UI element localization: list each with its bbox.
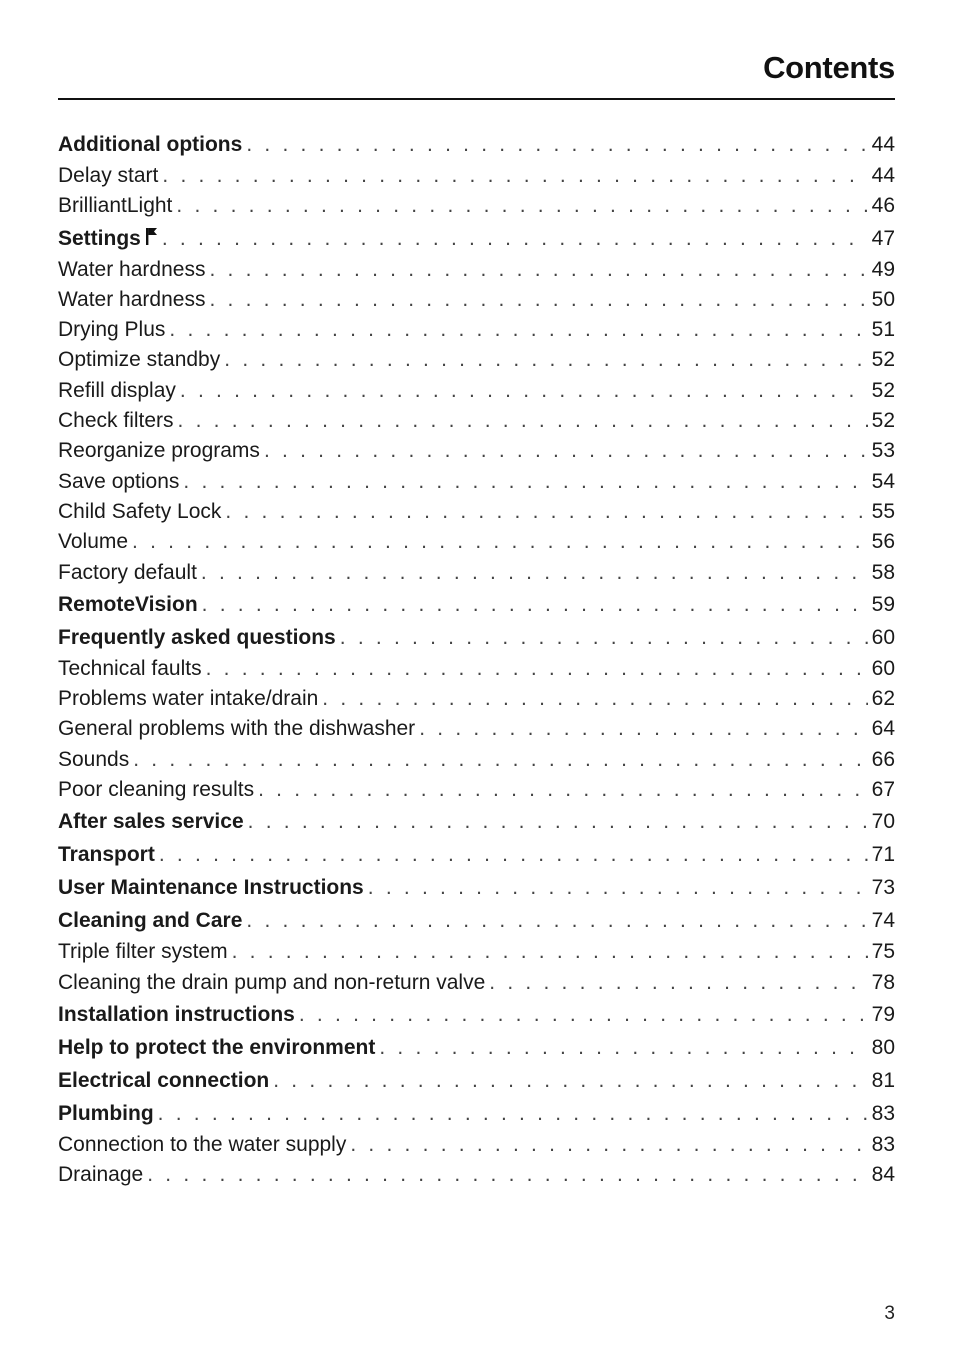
toc-entry[interactable]: [58, 1160, 895, 1190]
toc-page-number: 56: [871, 530, 895, 554]
dot-leader: [246, 904, 867, 937]
toc-entry-label: [58, 558, 201, 588]
dot-leader: [248, 805, 868, 838]
toc-entry-text: Child Safety Lock: [58, 499, 222, 523]
dot-leader: [368, 871, 868, 904]
dot-leader: [180, 376, 868, 406]
toc-page-number: 64: [871, 717, 895, 741]
toc-entry-label: [58, 285, 209, 315]
dot-leader: [225, 497, 867, 527]
toc-page-number: 54: [871, 469, 895, 493]
toc-entry[interactable]: [58, 745, 895, 775]
toc-entry-text: Cleaning and Care: [58, 909, 243, 933]
toc-entry[interactable]: [58, 467, 895, 497]
toc-entry-label: [58, 745, 133, 775]
dot-leader: [419, 714, 867, 744]
toc-entry-text: Drying Plus: [58, 318, 166, 342]
toc-entry[interactable]: [58, 161, 895, 191]
toc-entry-label: [58, 1064, 273, 1097]
toc-page-number: 52: [871, 378, 895, 402]
toc-entry-label: [58, 838, 159, 871]
toc-entry[interactable]: [58, 775, 895, 805]
dot-leader: [159, 838, 868, 871]
toc-entry-label: [58, 376, 180, 406]
toc-entry[interactable]: [58, 684, 895, 714]
toc-entry-text: Save options: [58, 469, 180, 493]
dot-leader: [178, 406, 868, 436]
toc-entry-label: [58, 904, 246, 937]
toc-entry-text: Transport: [58, 843, 155, 867]
toc-entry-label: [58, 1097, 158, 1130]
toc-page-number: 78: [871, 970, 895, 994]
toc-page-number: 47: [871, 226, 895, 250]
toc-entry-text: Poor cleaning results: [58, 778, 255, 802]
toc-page-number: 74: [871, 909, 895, 933]
toc-entry-text: After sales service: [58, 810, 244, 834]
toc-page-number: 71: [871, 843, 895, 867]
toc-entry-label: [58, 621, 340, 654]
toc-page-number: 55: [871, 499, 895, 523]
toc-entry-label: [58, 527, 132, 557]
page-title: Contents: [763, 50, 895, 85]
toc-entry[interactable]: [58, 497, 895, 527]
toc-entry-label: [58, 255, 209, 285]
toc-entry-text: Installation instructions: [58, 1002, 295, 1026]
toc-entry-label: [58, 406, 178, 436]
toc-entry-text: Triple filter system: [58, 940, 228, 964]
dot-leader: [147, 1160, 867, 1190]
toc-entry-text: General problems with the dishwasher: [58, 717, 416, 741]
toc-entry-text: Factory default: [58, 560, 197, 584]
toc-page-number: 44: [871, 164, 895, 187]
toc-section-heading[interactable]: [58, 1097, 895, 1130]
toc-page-number: 50: [871, 287, 895, 311]
dot-leader: [258, 775, 868, 805]
toc-entry[interactable]: [58, 558, 895, 588]
dot-leader: [232, 937, 868, 967]
dot-leader: [246, 128, 867, 161]
toc-entry-text: Problems water intake/drain: [58, 687, 319, 711]
toc-entry-label: [58, 968, 489, 998]
toc-section-heading[interactable]: [58, 1031, 895, 1064]
toc-entry-text: BrilliantLight: [58, 194, 173, 218]
toc-entry-text: Water hardness: [58, 257, 206, 281]
toc-entry[interactable]: [58, 345, 895, 375]
toc-entry-text: Water hardness: [58, 287, 206, 311]
toc-entry-text: Refill display: [58, 378, 176, 402]
toc-page-number: 53: [871, 439, 895, 463]
toc-page-number: 81: [871, 1068, 895, 1092]
toc-entry[interactable]: [58, 285, 895, 315]
dot-leader: [133, 745, 867, 775]
toc-entry-text: Settings: [58, 226, 141, 250]
toc-entry[interactable]: [58, 315, 895, 345]
toc-entry-label: [58, 497, 225, 527]
toc-page-number: 60: [871, 625, 895, 649]
toc-entry[interactable]: [58, 937, 895, 967]
toc-entry-text: Optimize standby: [58, 348, 221, 372]
toc-entry[interactable]: [58, 714, 895, 744]
page-number: 3: [884, 1303, 895, 1324]
toc-section-heading[interactable]: [58, 998, 895, 1031]
toc-entry-text: Connection to the water supply: [58, 1132, 347, 1156]
toc-section-heading[interactable]: [58, 838, 895, 871]
toc-entry-label: [58, 161, 162, 191]
dot-leader: [264, 436, 868, 466]
toc-entry-label: [58, 937, 232, 967]
dot-leader: [489, 968, 867, 998]
toc-section-heading[interactable]: [58, 904, 895, 937]
dot-leader: [379, 1031, 867, 1064]
toc-entry-label: [58, 998, 299, 1031]
title-divider: [58, 98, 895, 100]
toc-page-number: 58: [871, 560, 895, 584]
toc-entry-text: Additional options: [58, 133, 243, 156]
toc-page-number: 80: [871, 1035, 895, 1059]
toc-entry-label: [58, 436, 264, 466]
toc-page-number: 75: [871, 940, 895, 964]
toc-page-number: 84: [871, 1163, 895, 1187]
toc-section-heading[interactable]: [58, 805, 895, 838]
toc-page-number: 67: [871, 778, 895, 802]
dot-leader: [162, 222, 868, 255]
toc-entry[interactable]: [58, 376, 895, 406]
toc-page-number: 70: [871, 810, 895, 834]
toc-entry-text: Drainage: [58, 1163, 144, 1187]
toc-entry-label: [58, 871, 368, 904]
toc-page-number: 51: [871, 318, 895, 342]
dot-leader: [273, 1064, 867, 1097]
dot-leader: [299, 998, 868, 1031]
toc-entry-label: [58, 714, 419, 744]
toc-section-heading[interactable]: [58, 1064, 895, 1097]
toc-entry[interactable]: [58, 527, 895, 557]
dot-leader: [202, 588, 868, 621]
dot-leader: [158, 1097, 868, 1130]
toc-entry-label: [58, 1130, 350, 1160]
toc-page-number: 59: [871, 592, 895, 616]
toc-entry-text: Check filters: [58, 409, 174, 433]
dot-leader: [350, 1130, 867, 1160]
table-of-contents: [58, 128, 895, 1191]
toc-page-number: 52: [871, 409, 895, 433]
toc-entry-text: Sounds: [58, 747, 130, 771]
toc-page-number: 73: [871, 876, 895, 900]
toc-page-number: 52: [871, 348, 895, 372]
toc-entry-label: [58, 1031, 379, 1064]
toc-page-number: 66: [871, 747, 895, 771]
dot-leader: [176, 191, 867, 221]
toc-entry[interactable]: [58, 1130, 895, 1160]
toc-entry-text: Reorganize programs: [58, 439, 260, 463]
toc-section-heading[interactable]: [58, 128, 895, 161]
toc-entry[interactable]: [58, 968, 895, 998]
settings-flag-icon: [146, 222, 158, 255]
toc-section-heading[interactable]: [58, 588, 895, 621]
dot-leader: [169, 315, 867, 345]
toc-entry-label: [58, 805, 248, 838]
dot-leader: [162, 161, 867, 191]
toc-page-number: 62: [871, 687, 895, 711]
dot-leader: [206, 654, 868, 684]
dot-leader: [132, 527, 868, 557]
dot-leader: [209, 285, 867, 315]
toc-entry-text: Cleaning the drain pump and non-return valve: [58, 970, 486, 994]
dot-leader: [209, 255, 867, 285]
toc-entry-text: Volume: [58, 530, 129, 554]
toc-page-number: 46: [871, 194, 895, 218]
toc-entry[interactable]: [58, 436, 895, 466]
toc-page-number: 83: [871, 1101, 895, 1125]
dot-leader: [322, 684, 867, 714]
toc-page-number: 44: [871, 133, 895, 156]
dot-leader: [183, 467, 867, 497]
toc-entry-text: Plumbing: [58, 1101, 154, 1125]
toc-section-heading[interactable]: [58, 871, 895, 904]
toc-entry-text: User Maintenance Instructions: [58, 876, 364, 900]
dot-leader: [201, 558, 868, 588]
toc-entry-label: [58, 588, 202, 621]
toc-entry-label: [58, 654, 206, 684]
toc-entry-text: Frequently asked questions: [58, 625, 336, 649]
dot-leader: [224, 345, 867, 375]
toc-entry-label: [58, 467, 183, 497]
toc-entry-label: [58, 1160, 147, 1190]
toc-entry-label: [58, 315, 169, 345]
toc-page-number: 83: [871, 1132, 895, 1156]
toc-entry-label: [58, 775, 258, 805]
toc-section-heading[interactable]: [58, 621, 895, 654]
toc-entry-text: Help to protect the environment: [58, 1035, 376, 1059]
toc-page-number: 79: [871, 1002, 895, 1026]
toc-entry-text: Technical faults: [58, 656, 202, 680]
toc-entry-label: [58, 684, 322, 714]
toc-entry[interactable]: [58, 406, 895, 436]
toc-entry[interactable]: [58, 255, 895, 285]
dot-leader: [340, 621, 868, 654]
toc-section-heading[interactable]: [58, 222, 895, 255]
toc-page-number: 49: [871, 257, 895, 281]
toc-entry[interactable]: [58, 654, 895, 684]
toc-entry-label: [58, 128, 246, 161]
toc-entry[interactable]: [58, 191, 895, 221]
toc-entry-text: Delay start: [58, 164, 159, 187]
toc-entry-label: [58, 222, 162, 255]
toc-entry-text: Electrical connection: [58, 1068, 270, 1092]
toc-entry-label: [58, 191, 176, 221]
toc-entry-label: [58, 345, 224, 375]
toc-page-number: 60: [871, 656, 895, 680]
toc-entry-text: RemoteVision: [58, 592, 198, 616]
